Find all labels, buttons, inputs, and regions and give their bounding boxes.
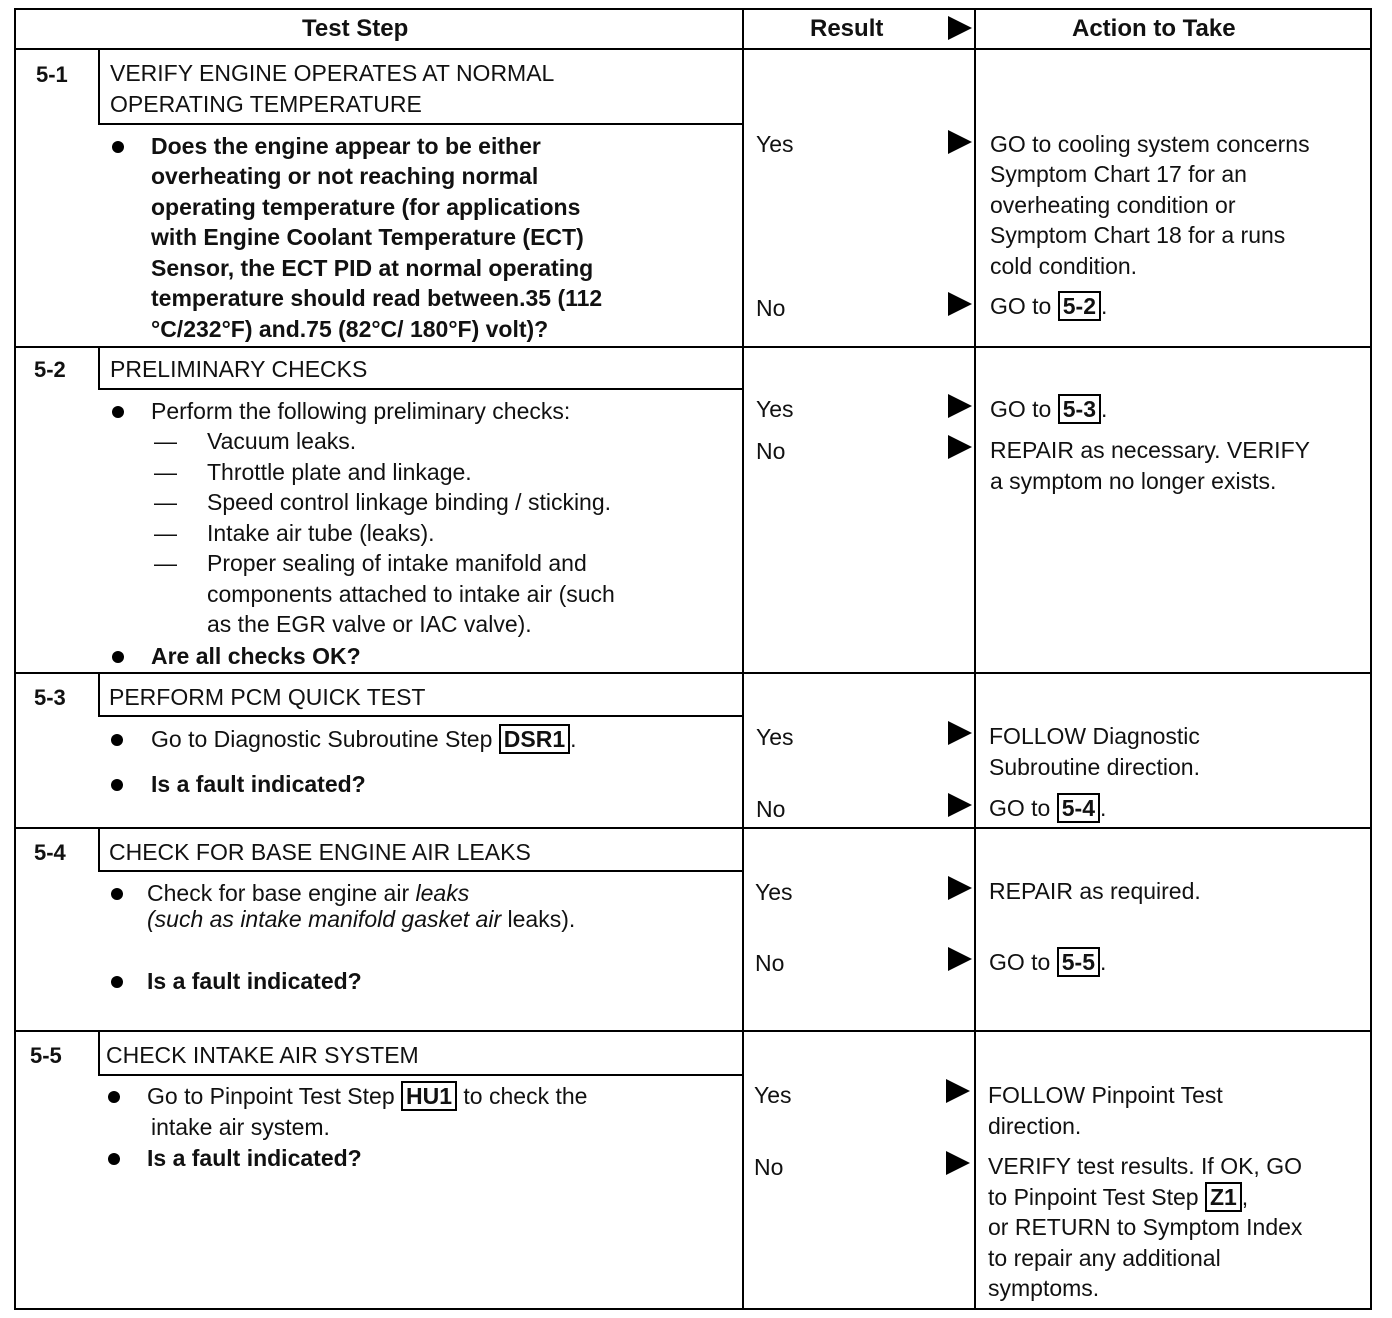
action-no-5-2-line1: REPAIR as necessary. VERIFY	[990, 437, 1310, 463]
header-result: Result	[810, 15, 884, 42]
check-item-5-line2: components attached to intake air (such	[207, 581, 615, 607]
step-number-5-1: 5-1	[36, 62, 68, 87]
arrow-right-icon	[946, 1079, 970, 1103]
col-divider-result	[742, 8, 744, 1310]
action-no-5-5-line5: symptoms.	[988, 1275, 1100, 1301]
step-number-5-3: 5-3	[34, 685, 66, 710]
arrow-right-icon	[948, 721, 972, 745]
row-divider-5-3	[14, 672, 1372, 674]
action-go-to-text: GO to	[989, 795, 1051, 821]
result-no-5-1: No	[756, 295, 786, 321]
action-no-5-5-line1: VERIFY test results. If OK, GO	[988, 1153, 1302, 1179]
dash-icon: —	[154, 550, 177, 576]
arrow-right-icon	[948, 793, 972, 817]
step-title-5-1-line2: OPERATING TEMPERATURE	[110, 91, 422, 117]
arrow-right-icon	[948, 947, 972, 971]
step-item-5-5-line2: intake air system.	[151, 1114, 330, 1140]
dash-icon: —	[154, 520, 177, 546]
action-yes-5-5-line1: FOLLOW Pinpoint Test	[988, 1082, 1223, 1108]
step-question-5-1-line2: overheating or not reaching normal	[151, 163, 539, 189]
row-divider-5-2	[14, 346, 1372, 348]
step-question-5-4: Is a fault indicated?	[147, 968, 362, 994]
step-number-5-4: 5-4	[34, 840, 66, 865]
header-arrow-icon	[948, 16, 972, 40]
step-intro-5-2: Perform the following preliminary checks:	[151, 398, 571, 424]
action-yes-5-1-line1: GO to cooling system concerns	[990, 131, 1310, 157]
num-divider-5-5	[98, 1030, 100, 1076]
bullet-icon	[112, 406, 124, 418]
step-ref-5-3[interactable]: 5-3	[1058, 394, 1101, 424]
step-ref-5-4[interactable]: 5-4	[1057, 793, 1100, 823]
action-go-to-text: GO to	[989, 949, 1051, 975]
step-question-5-2: Are all checks OK?	[151, 643, 361, 669]
action-yes-5-4: REPAIR as required.	[989, 878, 1201, 904]
pinpoint-ref-z1[interactable]: Z1	[1205, 1182, 1242, 1212]
step-ref-5-5[interactable]: 5-5	[1057, 947, 1100, 977]
action-no-5-5-line2: to Pinpoint Test Step Z1 ,	[988, 1184, 1249, 1210]
check-item-1: Vacuum leaks.	[207, 428, 357, 454]
step-question-5-1-line7: °C/232°F) and.75 (82°C/ 180°F) volt)?	[151, 316, 549, 342]
header-test-step: Test Step	[302, 15, 409, 42]
subroutine-ref-dsr1[interactable]: DSR1	[499, 724, 570, 754]
step-item-5-4-line2: (such as intake manifold gasket air leaks).	[147, 906, 576, 932]
bullet-icon	[108, 1091, 120, 1103]
check-item-4: Intake air tube (leaks).	[207, 520, 435, 546]
step-title-5-3: PERFORM PCM QUICK TEST	[109, 684, 426, 710]
col-divider-action	[974, 8, 976, 1310]
action-no-5-2-line2: a symptom no longer exists.	[990, 468, 1277, 494]
bullet-icon	[111, 734, 123, 746]
arrow-right-icon	[948, 292, 972, 316]
arrow-right-icon	[948, 876, 972, 900]
step-question-5-1-line4: with Engine Coolant Temperature (ECT)	[151, 224, 584, 250]
action-no-5-4: GO to 5-5 .	[989, 949, 1107, 975]
title-divider-5-4	[98, 870, 744, 872]
result-yes-5-1: Yes	[756, 131, 794, 157]
action-no-5-5-line3: or RETURN to Symptom Index	[988, 1214, 1303, 1240]
table-border-top	[14, 8, 1372, 10]
step-item-text: Go to Diagnostic Subroutine Step	[151, 726, 493, 752]
step-number-5-2: 5-2	[34, 357, 66, 382]
bullet-icon	[112, 651, 124, 663]
step-item-5-4-line1: Check for base engine air leaks	[147, 880, 470, 906]
action-yes-5-1-line3: overheating condition or	[990, 192, 1236, 218]
action-yes-5-3-line1: FOLLOW Diagnostic	[989, 723, 1200, 749]
step-title-5-1-line1: VERIFY ENGINE OPERATES AT NORMAL	[110, 60, 555, 86]
result-no-5-3: No	[756, 796, 786, 822]
row-divider-5-4	[14, 827, 1372, 829]
diagnostic-table	[14, 8, 1372, 1310]
action-go-to-text: GO to	[990, 293, 1052, 319]
row-divider-5-5	[14, 1030, 1372, 1032]
bullet-icon	[111, 779, 123, 791]
result-no-5-5: No	[754, 1154, 784, 1180]
bullet-icon	[111, 976, 123, 988]
num-divider-5-4	[98, 827, 100, 872]
action-yes-5-5-line2: direction.	[988, 1113, 1082, 1139]
step-question-5-3: Is a fault indicated?	[151, 771, 366, 797]
action-yes-5-1-line5: cold condition.	[990, 253, 1138, 279]
header-action: Action to Take	[1072, 15, 1236, 42]
arrow-right-icon	[948, 435, 972, 459]
title-divider-5-5	[98, 1074, 744, 1076]
result-yes-5-2: Yes	[756, 396, 794, 422]
step-question-5-1-line3: operating temperature (for applications	[151, 194, 581, 220]
num-divider-5-1	[98, 48, 100, 125]
table-border-left	[14, 8, 16, 1310]
num-divider-5-3	[98, 672, 100, 717]
step-number-5-5: 5-5	[30, 1043, 62, 1068]
table-border-right	[1370, 8, 1372, 1310]
step-title-5-5: CHECK INTAKE AIR SYSTEM	[106, 1042, 419, 1068]
step-ref-5-2[interactable]: 5-2	[1058, 291, 1101, 321]
step-title-5-4: CHECK FOR BASE ENGINE AIR LEAKS	[109, 839, 531, 865]
result-yes-5-3: Yes	[756, 724, 794, 750]
step-question-5-1-line5: Sensor, the ECT PID at normal operating	[151, 255, 594, 281]
check-item-5-line3: as the EGR valve or IAC valve).	[207, 611, 532, 637]
step-item-5-3: Go to Diagnostic Subroutine Step DSR1 .	[151, 726, 577, 752]
arrow-right-icon	[948, 130, 972, 154]
num-divider-5-2	[98, 346, 100, 390]
dash-icon: —	[154, 459, 177, 485]
action-no-5-3: GO to 5-4 .	[989, 795, 1107, 821]
bullet-icon	[108, 1153, 120, 1165]
check-item-5-line1: Proper sealing of intake manifold and	[207, 550, 587, 576]
title-divider-5-2	[98, 388, 744, 390]
check-item-2: Throttle plate and linkage.	[207, 459, 472, 485]
dash-icon: —	[154, 489, 177, 515]
result-no-5-4: No	[755, 950, 785, 976]
bullet-icon	[111, 888, 123, 900]
action-yes-5-1-line2: Symptom Chart 17 for an	[990, 161, 1247, 187]
action-yes-5-2: GO to 5-3 .	[990, 396, 1108, 422]
arrow-right-icon	[946, 1151, 970, 1175]
table-border-bottom	[14, 1308, 1372, 1310]
check-item-3: Speed control linkage binding / sticking.	[207, 489, 612, 515]
header-divider	[14, 48, 1372, 50]
step-question-5-5: Is a fault indicated?	[147, 1145, 362, 1171]
step-title-5-2: PRELIMINARY CHECKS	[110, 356, 368, 382]
action-yes-5-1-line4: Symptom Chart 18 for a runs	[990, 222, 1286, 248]
step-question-5-1-line6: temperature should read between.35 (112	[151, 285, 603, 311]
action-no-5-5-line4: to repair any additional	[988, 1245, 1221, 1271]
action-go-to-text: GO to	[990, 396, 1052, 422]
title-divider-5-1	[98, 123, 744, 125]
title-divider-5-3	[98, 715, 744, 717]
result-no-5-2: No	[756, 438, 786, 464]
result-yes-5-4: Yes	[755, 879, 793, 905]
action-yes-5-3-line2: Subroutine direction.	[989, 754, 1200, 780]
step-question-5-1-line1: Does the engine appear to be either	[151, 133, 541, 159]
pinpoint-ref-hu1[interactable]: HU1	[401, 1081, 457, 1111]
bullet-icon	[112, 141, 124, 153]
action-no-5-1: GO to 5-2 .	[990, 293, 1108, 319]
step-item-5-5-line1: Go to Pinpoint Test Step HU1 to check the	[147, 1083, 588, 1109]
dash-icon: —	[154, 428, 177, 454]
arrow-right-icon	[948, 394, 972, 418]
result-yes-5-5: Yes	[754, 1082, 792, 1108]
